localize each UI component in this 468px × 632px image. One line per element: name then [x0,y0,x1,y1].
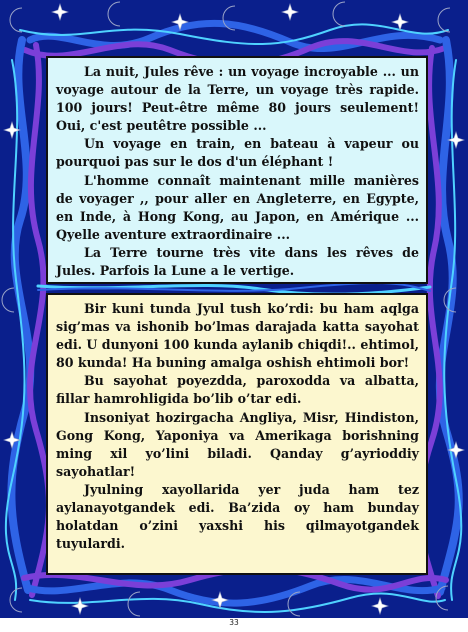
french-paragraph: L'homme connaît maintenant mille manières de voyager ,, pour aller en Angleterre, en Egypte, en Inde, à Hong Kong, au Japon, en Amérique ... Qyelle aventure extraordinaire ... [56,172,419,242]
page-number: 33 [229,618,239,627]
uzbek-paragraph: Bir kuni tunda Jyul tush ko’rdi: bu ham aqlga sig’mas va ishonib bo’lmas darajada katta sayohat edi. U dunyoni 100 kunda aylanib chiqdi!.. ehtimol, 80 kunda! Ha buning amalga oshish ehtimoli bor! [56,301,419,371]
french-paragraph: La nuit, Jules rêve : un voyage incroyable ... un voyage autour de la Terre, un voyage très rapide. 100 jours! Peut-être même 80 jours seulement! Oui, c'est peutêtre possible ... [56,64,419,134]
french-paragraph: La Terre tourne très vite dans les rêves de Jules. Parfois la Lune a le vertige. [56,244,419,279]
uzbek-paragraph: Bu sayohat poyezdda, paroxodda va albatta, fillar hamrohligida bo’lib o’tar edi. [56,373,419,407]
uzbek-paragraph: Jyulning xayollarida yer juda ham tez aylanayotgandek edi. Ba’zida oy ham bunday holatdan o’zini yaxshi his qilmayotgandek tuyulardi. [56,481,419,552]
uzbek-text-box [46,293,428,575]
uzbek-paragraph: Insoniyat hozirgacha Angliya, Misr, Hindiston, Gong Kong, Yaponiya va Amerikaga borishning ming xil yo’lini biladi. Qanday g’ayrioddiy sayohatlar! [56,409,419,479]
french-paragraph: Un voyage en train, en bateau à vapeur ou pourquoi pas sur le dos d'un éléphant ! [56,136,419,170]
french-text-box [46,56,428,284]
